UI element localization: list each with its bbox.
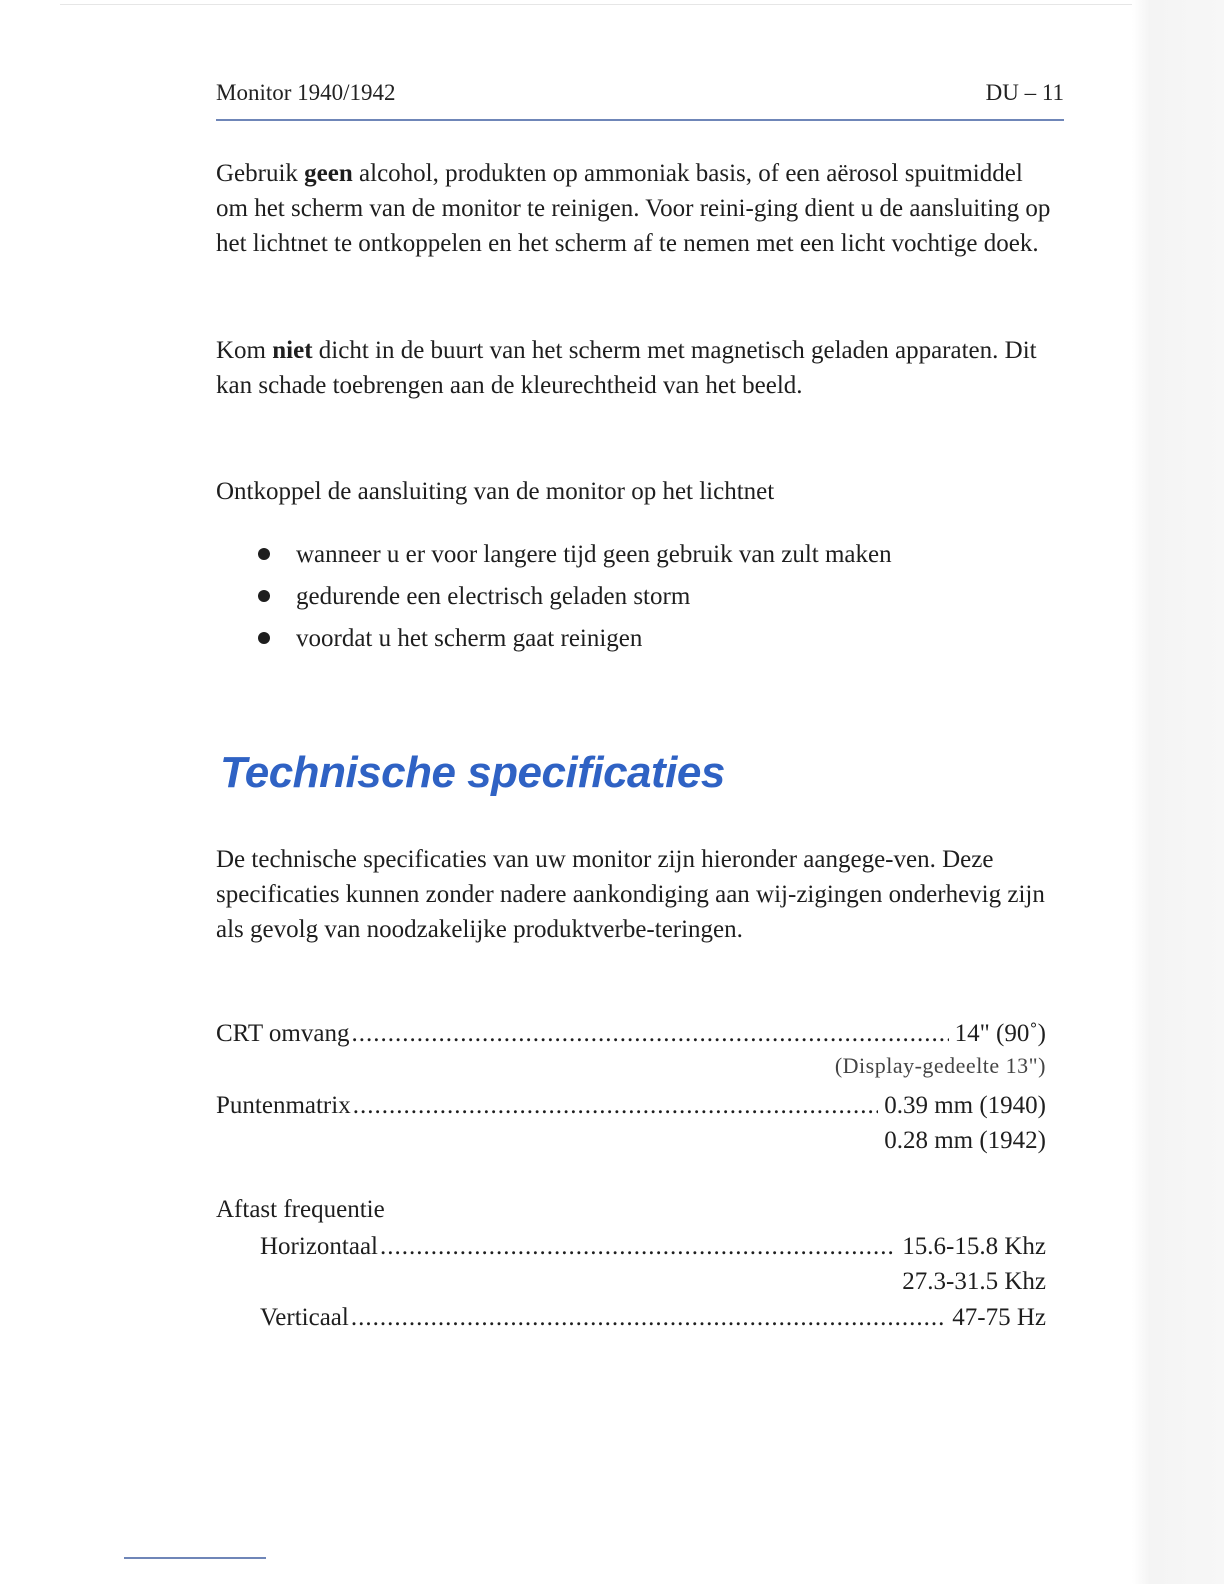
disconnect-list	[216, 537, 1056, 663]
scan-right-edge	[1132, 0, 1224, 1584]
paragraph-magnetic	[216, 333, 1056, 403]
scan-top-edge	[60, 4, 1150, 5]
section-intro: De technische specificaties van uw monitor zijn hieronder aangege-ven. Deze specificaties kunnen zonder nadere aankondiging aan wij-zigingen onderhevig zijn als gevolg van noodzakelijke produktverbe-teringen.	[216, 846, 1045, 943]
spec-scan-title: Aftast frequentie	[216, 1196, 385, 1223]
spec-vertical-label: Verticaal	[260, 1304, 349, 1331]
paragraph-magnetic-emphasis: niet	[272, 337, 313, 364]
header-title: Monitor 1940/1942	[216, 80, 396, 105]
bullet-icon	[258, 590, 270, 602]
spec-dotpitch-value: 0.39 mm (1940)	[884, 1092, 1046, 1119]
paragraph-cleaning-emphasis: geen	[304, 160, 353, 187]
list-item-text: gedurende een electrisch geladen storm	[296, 583, 691, 610]
list-item	[216, 621, 1056, 663]
spec-dotpitch-label: Puntenmatrix	[216, 1092, 351, 1119]
paragraph-disconnect: Ontkoppel de aansluiting van de monitor op het lichtnet	[216, 478, 775, 505]
list-item	[216, 579, 1056, 621]
section-title: Technische specificaties	[220, 748, 725, 797]
bullet-icon	[258, 632, 270, 644]
list-item-text: wanneer u er voor langere tijd geen gebruik van zult maken	[296, 541, 892, 568]
bullet-icon	[258, 548, 270, 560]
header-divider	[216, 119, 1064, 121]
list-item	[216, 537, 1056, 579]
footer-rule	[124, 1557, 266, 1559]
spec-crt-row	[216, 1017, 1046, 1051]
spec-horizontal-row	[260, 1230, 1046, 1264]
spec-dotpitch-row	[216, 1089, 1046, 1123]
spec-vertical-row	[260, 1301, 1046, 1335]
paragraph-magnetic-pre: Kom	[216, 337, 273, 364]
spec-horizontal-label: Horizontaal	[260, 1233, 379, 1260]
spec-crt-label: CRT omvang	[216, 1020, 350, 1047]
paragraph-cleaning-post: alcohol, produkten op ammoniak basis, of een aërosol spuitmiddel om het scherm van de monitor te reinigen. Voor reini-ging dient u de aansluiting op het lichtnet te ontkoppelen en het scherm af te nemen met een licht vochtige doek.	[216, 160, 1051, 257]
spec-horizontal-value-2: 27.3-31.5 Khz	[902, 1268, 1046, 1295]
header-page-number: DU – 11	[985, 80, 1064, 105]
paragraph-cleaning-pre: Gebruik	[216, 160, 305, 187]
spec-crt-note: (Display-gedeelte 13")	[834, 1053, 1046, 1078]
spec-crt-value: 14" (90˚)	[954, 1020, 1046, 1047]
paragraph-cleaning	[216, 156, 1056, 261]
dot-leader	[351, 1017, 948, 1051]
dot-leader	[380, 1230, 896, 1264]
spec-vertical-value: 47-75 Hz	[952, 1304, 1046, 1331]
spec-dotpitch-value-2: 0.28 mm (1942)	[884, 1127, 1046, 1154]
paragraph-magnetic-post: dicht in de buurt van het scherm met magnetisch geladen apparaten. Dit kan schade toebrengen aan de kleurechtheid van het beeld.	[216, 337, 1037, 399]
dot-leader	[351, 1301, 946, 1335]
spec-horizontal-value: 15.6-15.8 Khz	[902, 1233, 1046, 1260]
list-item-text: voordat u het scherm gaat reinigen	[296, 625, 643, 652]
page-header	[216, 80, 1064, 110]
dot-leader	[353, 1089, 878, 1123]
